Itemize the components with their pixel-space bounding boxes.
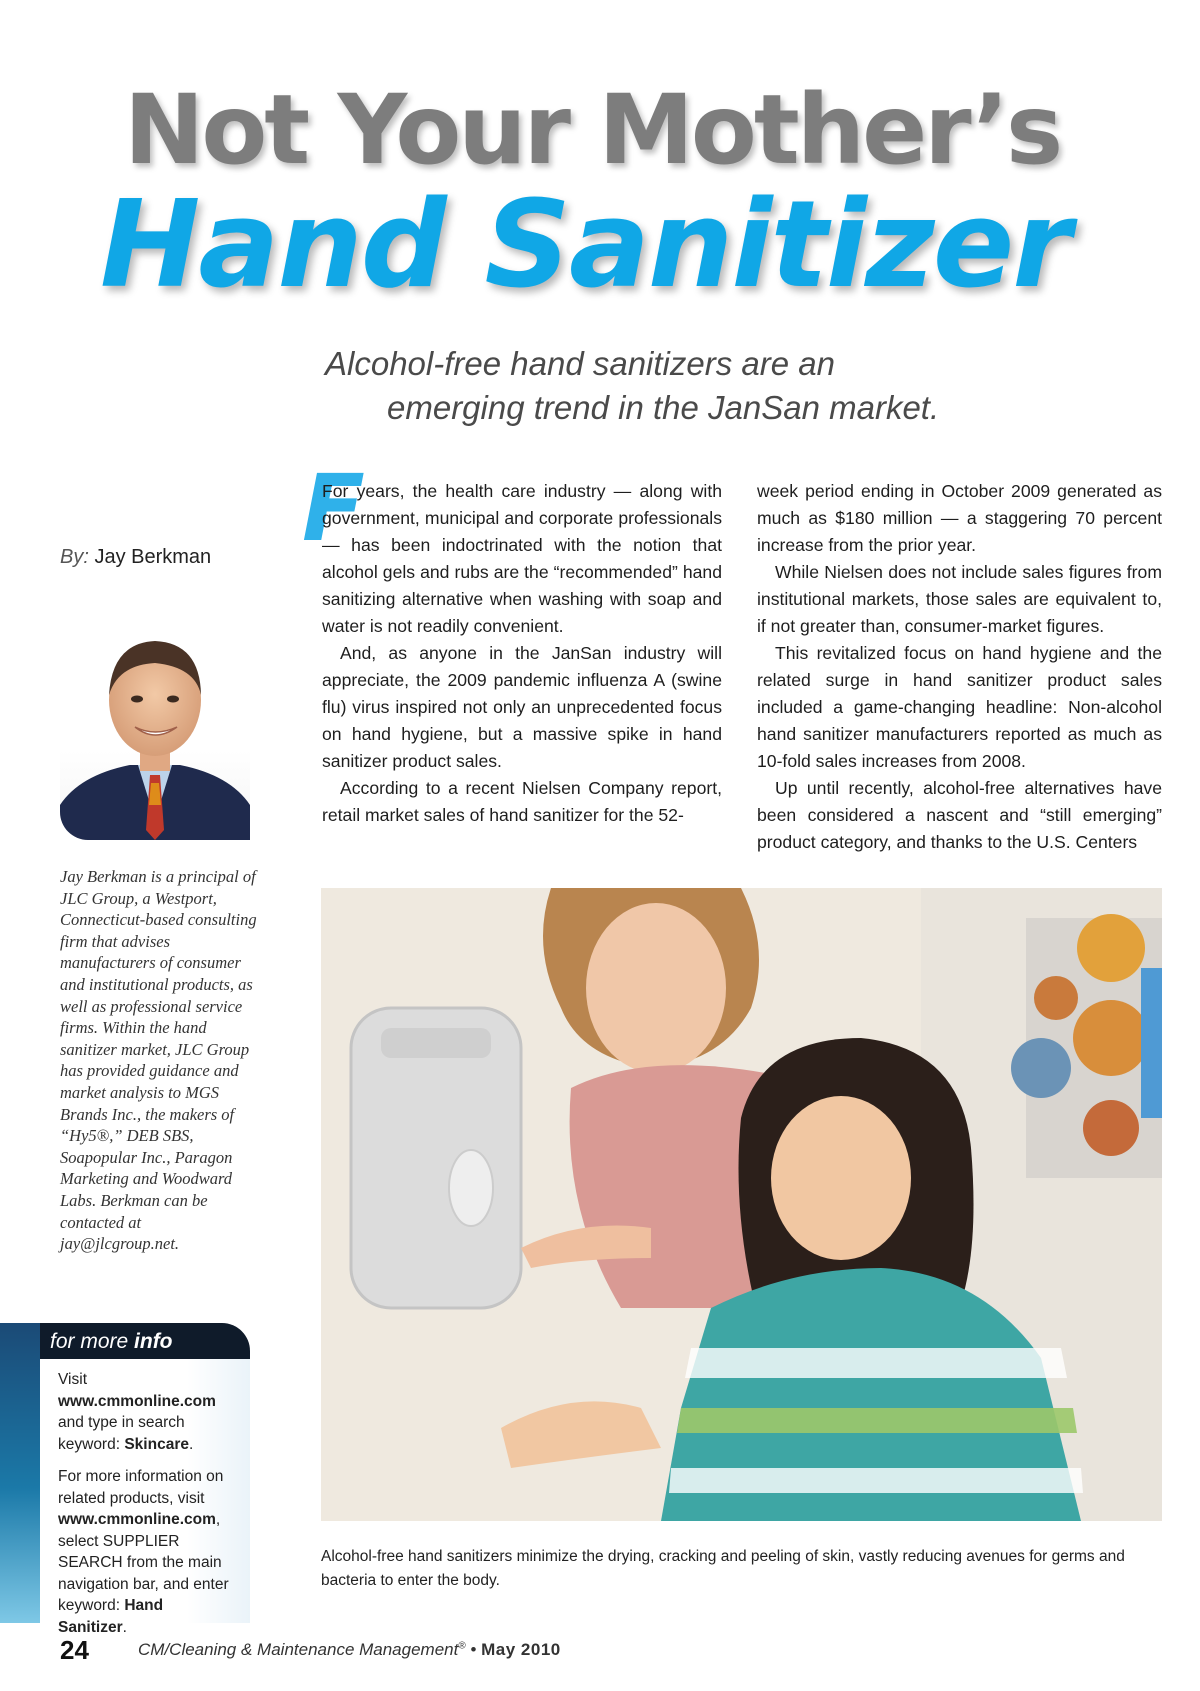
article-photo [321,888,1162,1521]
author-portrait-illustration [60,615,250,840]
info-box-stripe [0,1323,40,1623]
author-bio: Jay Berkman is a principal of JLC Group, a Westport, Connecticut-based consulting firm that advises manufacturers of consumer and institutional products, as well as professional service firms. Within the hand sanitizer market, JLC Group has provided guidance and market analysis to MGS Brands Inc., the makers of “Hy5®,” DEB SBS, Soapopular Inc., Paragon Marketing and Woodward Labs. Berkman can be contacted at jay@jlcgroup.net. [60,867,257,1254]
publication-line [138,1640,561,1660]
body-paragraph: week period ending in October 2009 generated as much as $180 million — a staggering 70 percent increase from the prior year. [757,481,1162,555]
issue-date: May 2010 [481,1640,561,1659]
deck-line-2: emerging trend in the JanSan market. [387,389,940,426]
byline [60,546,211,569]
body-paragraph: For years, the health care industry — along with government, municipal and corporate professionals — has been indoctrinated with the notion that alcohol gels and rubs are the “recommended” hand sanitizing alternative when washing with soap and water is not readily convenient. [322,481,722,636]
body-column-2 [757,478,1162,856]
drop-cap: F [302,455,365,562]
info-box-header [40,1323,250,1359]
photo-caption: Alcohol-free hand sanitizers minimize the drying, cracking and peeling of skin, vastly reducing avenues for germs and bacteria to enter the body. [321,1548,1125,1589]
page-number: 24 [60,1635,89,1665]
info-text: , select SUPPLIER SEARCH from the main navigation bar, and enter keyword: [58,1511,229,1614]
headline-line-1: Not Your Mother’s [124,74,1061,186]
photo-credit: Image courtesy of GOJO Industries Inc. [292,1179,305,1420]
info-text: . [122,1618,127,1636]
body-paragraph: And, as anyone in the JanSan industry will appreciate, the 2009 pandemic influenza A (swine flu) virus inspired not only an unprecedented focus on hand hygiene, but a massive spike in hand sanitizer product sales. [322,643,722,771]
info-box-paragraph-1 [58,1369,236,1455]
info-text: Visit [58,1371,88,1388]
byline-author: Jay Berkman [94,546,212,568]
info-text: . [188,1435,194,1453]
info-keyword-hand-sanitizer: Hand Sanitizer [58,1597,164,1636]
footer-separator: • [470,1640,477,1659]
info-box-header-prefix: for more [50,1330,129,1353]
publication-name: CM/Cleaning & Maintenance Management [138,1640,459,1659]
info-link-cmmonline-2[interactable]: www.cmmonline.com [58,1511,216,1528]
byline-label: By: [60,546,89,568]
info-text: and type in search keyword: [58,1414,185,1453]
info-link-cmmonline[interactable]: www.cmmonline.com [58,1392,216,1410]
info-text: For more information on related products, visit [58,1468,224,1507]
deck [325,342,1025,430]
info-box-paragraph-2 [58,1466,236,1638]
info-keyword-skincare: Skincare [124,1435,189,1453]
body-paragraph: This revitalized focus on hand hygiene and the related surge in hand sanitizer product sales included a game-changing headline: Non-alcohol hand sanitizer manufacturers reported as much as 10-fold sales increases from 2008. [757,643,1162,771]
registered-mark: ® [458,1640,466,1652]
author-photo [60,615,250,840]
deck-line-1: Alcohol-free hand sanitizers are an [325,345,835,382]
info-box-header-bold: info [134,1330,173,1353]
headline-line-2: Hand Sanitizer [100,176,1070,315]
info-box-body [40,1359,250,1636]
body-paragraph: Up until recently, alcohol-free alternatives have been considered a nascent and “still emerging” product category, and thanks to the U.S. Centers [757,778,1162,852]
body-paragraph: While Nielsen does not include sales figures from institutional markets, those sales are equivalent to, if not greater than, consumer-market figures. [757,562,1162,636]
photo-illustration [321,888,1162,1521]
body-column-1 [322,478,722,829]
body-paragraph: According to a recent Nielsen Company report, retail market sales of hand sanitizer for the 52- [322,778,722,825]
